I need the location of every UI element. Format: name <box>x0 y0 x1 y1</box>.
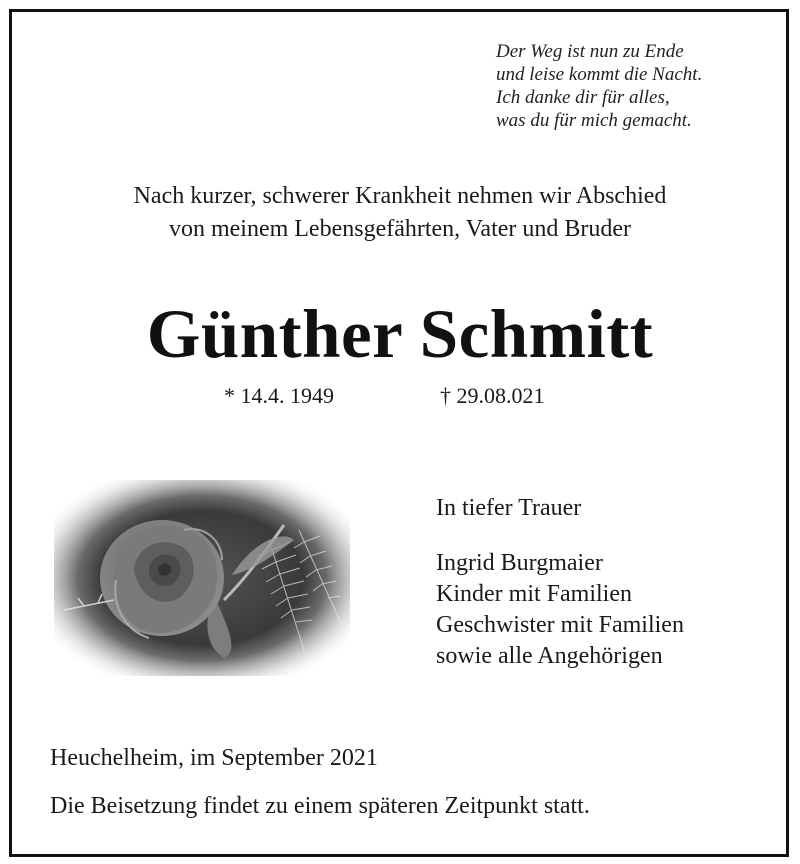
place-and-date: Heuchelheim, im September 2021 <box>50 745 378 771</box>
poem-line: und leise kommt die Nacht. <box>496 64 703 85</box>
mourner-name: Ingrid Burgmaier <box>436 550 603 576</box>
poem-line: Der Weg ist nun zu Ende <box>496 41 684 62</box>
deceased-name: Günther Schmitt <box>146 296 654 372</box>
poem-line: Ich danke dir für alles, <box>496 87 670 108</box>
mourners-block <box>436 492 684 672</box>
mourner-name: sowie alle Angehörigen <box>436 643 663 669</box>
funeral-note: Die Beisetzung findet zu einem späteren Zeitpunkt statt. <box>50 793 590 819</box>
mourner-name: Geschwister mit Familien <box>436 612 684 638</box>
notice-border <box>9 9 789 857</box>
birth-date: * 14.4. 1949 <box>224 383 334 408</box>
intro-line: Nach kurzer, schwerer Krankheit nehmen wir Abschied <box>133 183 667 209</box>
rose-icon <box>54 480 350 676</box>
mourning-lead: In tiefer Trauer <box>436 495 582 521</box>
intro-line: von meinem Lebensgefährten, Vater und Bruder <box>168 216 632 242</box>
poem <box>496 40 702 132</box>
intro-text <box>0 180 800 246</box>
mourner-name: Kinder mit Familien <box>436 581 632 607</box>
poem-line: was du für mich gemacht. <box>496 110 692 131</box>
death-date: † 29.08.021 <box>440 383 545 408</box>
